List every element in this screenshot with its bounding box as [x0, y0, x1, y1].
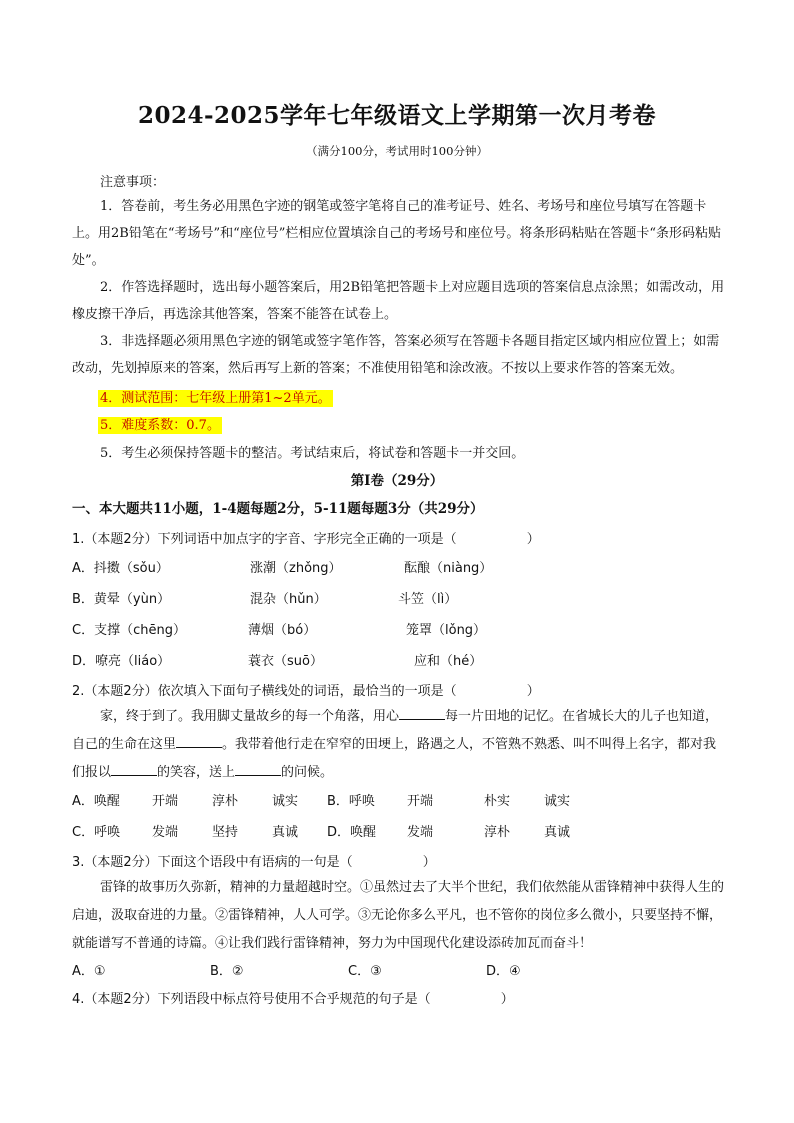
question-1-close: ） — [526, 532, 540, 547]
notice-item-5-text: 5．难度系数：0.7。 — [100, 418, 220, 433]
page-subtitle: （满分100分，考试用时100分钟） — [306, 144, 488, 158]
q2-blank-1 — [399, 709, 445, 720]
q3-option-c: C．③ — [348, 964, 382, 979]
question-4-stem — [72, 988, 514, 1007]
q2-option-d-1: D．唤醒 — [327, 825, 377, 840]
q1-option-c-3: 笼罩（lǒng） — [406, 623, 487, 638]
q2-option-b-4: 诚实 — [544, 794, 571, 809]
q2-passage-part-2: 每一片田地的记忆。在省城长大的儿子也知道，自己的生命在这里 — [72, 709, 719, 752]
notice-item-5 — [98, 414, 222, 433]
q1-option-c-2: 薄烟（bó） — [248, 623, 317, 638]
q2-option-a-1: A．唤醒 — [72, 794, 120, 809]
q2-option-c-4: 真诚 — [272, 825, 299, 840]
notice-item-4-text: 4．测试范围：七年级上册第1~2单元。 — [100, 391, 331, 406]
q2-option-c-3: 坚持 — [212, 825, 239, 840]
q3-option-a: A．① — [72, 964, 106, 979]
q2-option-d-2: 发端 — [407, 825, 434, 840]
q1-option-d-1: D．嘹亮（liáo） — [72, 654, 171, 669]
q2-option-c-1: C．呼唤 — [72, 825, 121, 840]
question-3-stem-text: 3.（本题2分）下面这个语段中有语病的一句是（ — [72, 855, 353, 870]
q1-option-a-3: 酝酿（niàng） — [404, 561, 493, 576]
notice-item-4 — [98, 387, 333, 406]
notice-item-6: 5．考生必须保持答题卡的整洁。考试结束后，将试卷和答题卡一并交回。 — [100, 446, 525, 461]
q2-blank-4 — [235, 765, 281, 776]
q2-option-d-4: 真诚 — [544, 825, 571, 840]
q2-option-b-3: 朴实 — [484, 794, 511, 809]
question-4-stem-text: 4.（本题2分）下列语段中标点符号使用不合乎规范的句子是（ — [72, 992, 431, 1007]
question-2-passage — [72, 703, 724, 787]
q2-blank-2 — [176, 737, 222, 748]
q2-passage-part-4: 的笑容，送上 — [157, 765, 236, 780]
q1-option-b-1: B．黄晕（yùn） — [72, 592, 171, 607]
q2-passage-part-3: 。我带着他行走在窄窄的田埂上，路遇之人，不管熟不熟悉、叫不叫得上名字，都对我们报以 — [72, 737, 717, 780]
q1-option-d-3: 应和（hé） — [414, 654, 483, 669]
question-3-close: ） — [422, 855, 436, 870]
notice-item-1: 1．答卷前，考生务必用黑色字迹的钢笔或签字笔将自己的准考证号、姓名、考场号和座位号填写在答题卡上。用2B铅笔在“考场号”和“座位号”栏相应位置填涂自己的考场号和座位号。将条形码粘贴在答题卡“条形码粘贴处”。 — [72, 199, 722, 268]
question-1-stem — [72, 528, 540, 547]
q2-passage-part-1: 家，终于到了。我用脚丈量故乡的每一个角落，用心 — [100, 709, 400, 724]
q2-option-b-2: 开端 — [407, 794, 434, 809]
notice-item-2: 2．作答选择题时，选出每小题答案后，用2B铅笔把答题卡上对应题目选项的答案信息点涂黑；如需改动，用橡皮擦干净后，再选涂其他答案，答案不能答在试卷上。 — [72, 280, 725, 322]
q1-option-c-1: C．支撑（chēng） — [72, 623, 186, 638]
q2-passage-part-5: 的问候。 — [281, 765, 334, 780]
question-2-stem — [72, 680, 540, 699]
q1-option-b-2: 混杂（hǔn） — [250, 592, 327, 607]
q2-option-d-3: 淳朴 — [484, 825, 511, 840]
q1-option-b-3: 斗笠（lì） — [398, 592, 458, 607]
part-heading: 一、本大题共11小题，1-4题每题2分，5-11题每题3分（共29分） — [72, 501, 484, 517]
question-2-stem-text: 2.（本题2分）依次填入下面句子横线处的词语，最恰当的一项是（ — [72, 684, 457, 699]
q1-option-a-1: A．抖擞（sǒu） — [72, 561, 169, 576]
q2-blank-3 — [111, 765, 157, 776]
q2-option-a-3: 淳朴 — [212, 794, 239, 809]
q2-option-a-4: 诚实 — [272, 794, 299, 809]
q2-option-b-1: B．呼唤 — [327, 794, 375, 809]
q2-option-a-2: 开端 — [152, 794, 179, 809]
question-4-close: ） — [500, 992, 514, 1007]
question-3-stem — [72, 851, 436, 870]
notice-heading: 注意事项： — [100, 175, 166, 190]
q1-option-d-2: 蓑衣（suō） — [248, 654, 323, 669]
question-2-close: ） — [526, 684, 540, 699]
page-title: 2024-2025学年七年级语文上学期第一次月考卷 — [137, 102, 657, 129]
question-1-stem-text: 1.（本题2分）下列词语中加点字的字音、字形完全正确的一项是（ — [72, 532, 457, 547]
question-3-passage: 雷锋的故事历久弥新，精神的力量超越时空。①虽然过去了大半个世纪，我们依然能从雷锋精神中获得人生的启迪，汲取奋进的力量。②雷锋精神，人人可学。③无论你多么平凡，也不管你的岗位多么微小，只要坚持不懈，就能谱写不普通的诗篇。④让我们践行雷锋精神，努力为中国现代化建设添砖加瓦而奋斗！ — [72, 880, 725, 951]
notice-item-3: 3．非选择题必须用黑色字迹的钢笔或签字笔作答，答案必须写在答题卡各题目指定区域内相应位置上；如需改动，先划掉原来的答案，然后再写上新的答案；不准使用铅笔和涂改液。不按以上要求作答的答案无效。 — [72, 334, 720, 376]
section-title: 第Ⅰ卷（29分） — [350, 473, 444, 489]
q2-option-c-2: 发端 — [152, 825, 179, 840]
q3-option-b: B．② — [210, 964, 244, 979]
q1-option-a-2: 涨潮（zhǒng） — [250, 561, 342, 576]
q3-option-d: D．④ — [486, 964, 521, 979]
